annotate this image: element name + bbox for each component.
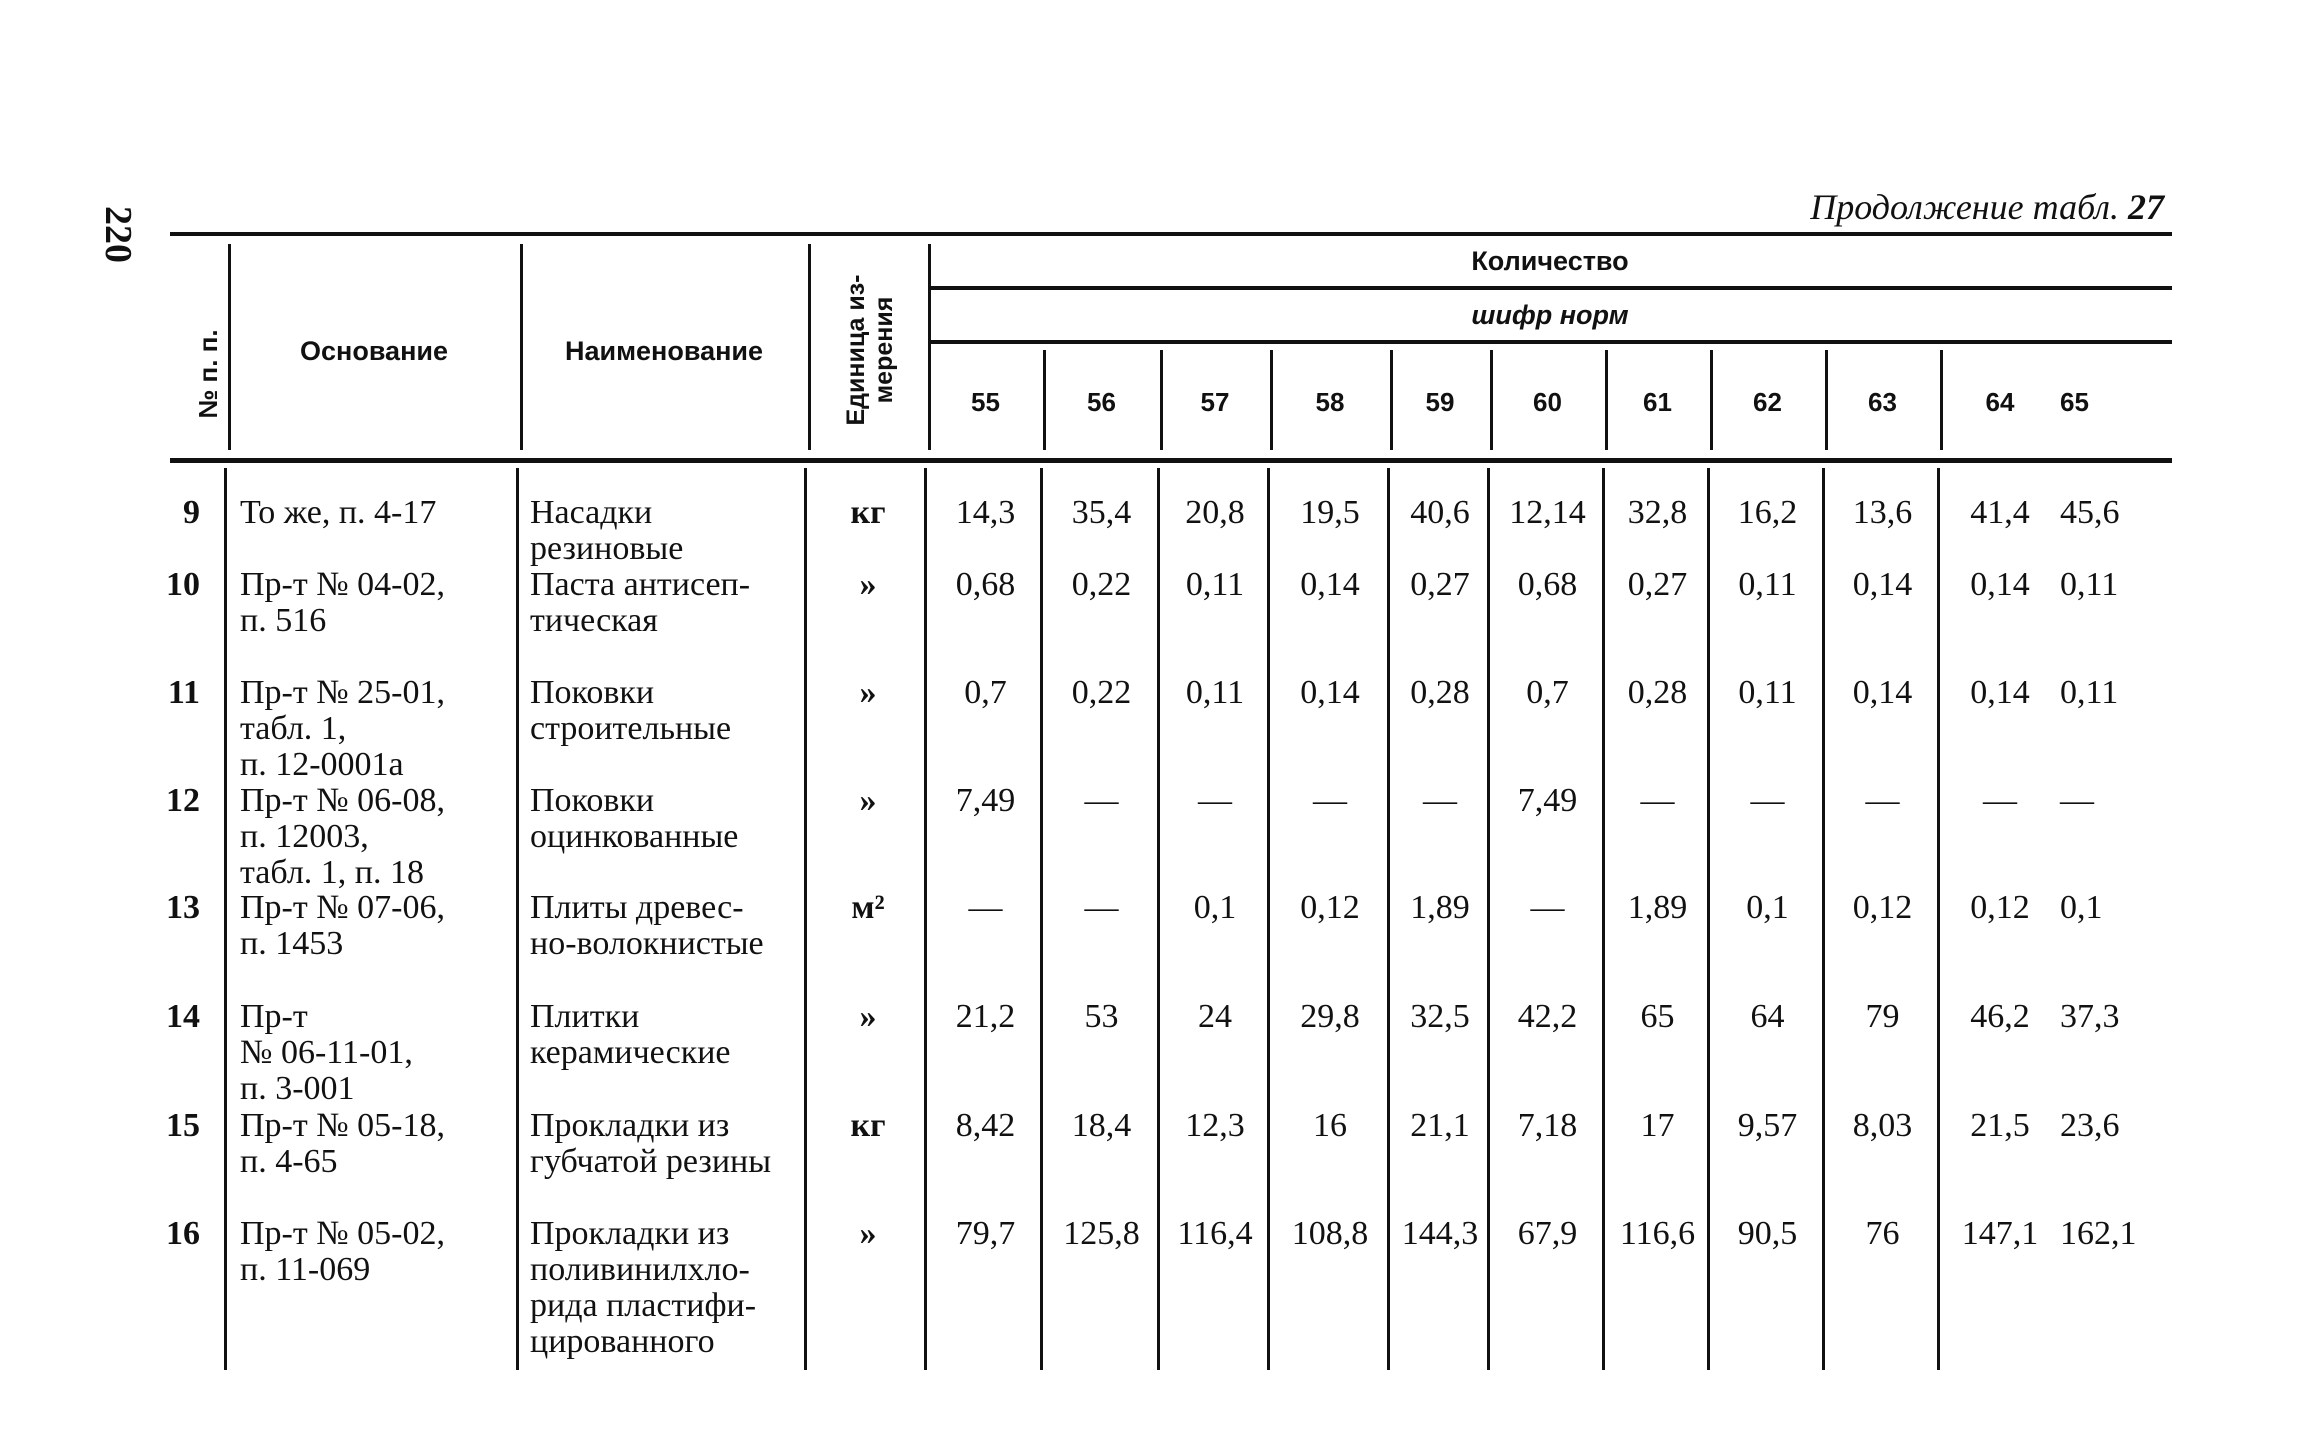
row-value: 144,3 (1401, 1215, 1479, 1252)
row-value: 0,12 (1970, 889, 2030, 926)
row-name: Прокладки из (530, 1107, 730, 1144)
row-name: цированного (530, 1323, 715, 1360)
row-value: 0,11 (1738, 674, 1797, 711)
page-number: 220 (97, 206, 139, 263)
row-value: 0,1 (1746, 889, 1789, 926)
column-divider (516, 468, 519, 1370)
row-number: 11 (167, 674, 200, 711)
row-value: 18,4 (1071, 1107, 1132, 1144)
header-basis: Основание (300, 336, 448, 366)
row-value: 1,89 (1627, 889, 1688, 926)
row-name: Поковки (530, 674, 655, 711)
row-value: 0,12 (1852, 889, 1913, 926)
row-value: 37,3 (2060, 998, 2120, 1035)
row-value: 7,49 (955, 782, 1016, 819)
row-name: Плитки (530, 998, 640, 1035)
row-value: 0,14 (1300, 566, 1360, 603)
header-norm-column: 60 (1533, 387, 1562, 417)
row-value: 8,03 (1852, 1107, 1913, 1144)
row-value: 0,7 (964, 674, 1007, 711)
row-value: 0,14 (1300, 674, 1360, 711)
row-value: 41,4 (1970, 494, 2030, 531)
row-value: 53 (1084, 998, 1119, 1035)
row-value: 7,18 (1517, 1107, 1578, 1144)
row-value: — (1084, 889, 1119, 926)
row-value: 0,68 (955, 566, 1016, 603)
row-value: 13,6 (1852, 494, 1913, 531)
row-value: 46,2 (1970, 998, 2030, 1035)
row-value: 90,5 (1737, 1215, 1798, 1252)
row-basis: п. 1453 (240, 925, 344, 962)
row-name: Поковки (530, 782, 655, 819)
row-value: 0,22 (1071, 674, 1132, 711)
row-value: — (1640, 782, 1675, 819)
row-value: — (1983, 782, 2017, 819)
row-name: Плиты древес- (530, 889, 744, 926)
row-name: Насадки (530, 494, 653, 531)
column-divider (808, 244, 811, 450)
header-unit: Единица из- мерения (842, 274, 898, 426)
header-norm-column: 56 (1087, 387, 1116, 417)
row-value: 7,49 (1517, 782, 1578, 819)
row-value: 0,7 (1526, 674, 1569, 711)
row-value: 0,11 (1185, 566, 1245, 603)
row-number: 12 (166, 782, 200, 819)
header-norm-column: 61 (1643, 387, 1672, 417)
row-basis: п. 12003, (240, 818, 369, 855)
column-divider (224, 468, 227, 1370)
row-value: — (968, 889, 1003, 926)
row-unit: кг (850, 1107, 886, 1144)
row-value: 20,8 (1185, 494, 1245, 531)
row-basis: Пр-т (240, 998, 308, 1035)
row-basis: Пр-т № 06-08, (240, 782, 445, 819)
continuation-text: Продолжение табл. (1810, 187, 2119, 227)
row-basis: Пр-т № 07-06, (240, 889, 445, 926)
row-value: 0,1 (2060, 889, 2103, 926)
row-basis: Пр-т № 25-01, (240, 674, 445, 711)
row-value: — (1423, 782, 1457, 819)
row-value: 0,11 (2060, 566, 2119, 603)
row-value: — (1198, 782, 1232, 819)
row-value: — (2060, 782, 2094, 819)
header-name: Наименование (564, 336, 764, 366)
row-value: 40,6 (1410, 494, 1470, 531)
row-number: 16 (166, 1215, 200, 1252)
row-value: 0,11 (2060, 674, 2119, 711)
column-divider (804, 468, 807, 1370)
row-value: 21,5 (1970, 1107, 2030, 1144)
row-value: 29,8 (1300, 998, 1360, 1035)
header-norm-column: 59 (1425, 387, 1455, 417)
row-name: строительные (530, 710, 732, 747)
row-name: поливинилхло- (530, 1251, 750, 1288)
row-name: тическая (530, 602, 658, 639)
table-top-rule (170, 232, 2172, 236)
row-value: 0,14 (1852, 566, 1913, 603)
row-value: 19,5 (1300, 494, 1360, 531)
row-basis: Пр-т № 04-02, (240, 566, 445, 603)
row-value: 9,57 (1737, 1107, 1798, 1144)
row-basis: п. 3-001 (240, 1070, 355, 1107)
row-unit: » (859, 674, 877, 711)
row-name: оцинкованные (530, 818, 739, 855)
row-value: 0,27 (1627, 566, 1688, 603)
row-value: 1,89 (1410, 889, 1470, 926)
row-basis: Пр-т № 05-18, (240, 1107, 445, 1144)
row-value: 16,2 (1737, 494, 1798, 531)
norm-rule (928, 340, 2172, 344)
header-norm-column: 63 (1868, 387, 1897, 417)
row-value: 0,14 (1970, 674, 2030, 711)
header-bottom-rule (170, 458, 2172, 463)
row-basis: Пр-т № 05-02, (240, 1215, 445, 1252)
row-value: 76 (1865, 1215, 1900, 1252)
header-row-number: № п. п. (193, 329, 223, 419)
row-unit: » (859, 782, 877, 819)
row-unit: » (859, 1215, 877, 1252)
row-value: — (1750, 782, 1785, 819)
row-basis: п. 4-65 (240, 1143, 338, 1180)
header-norm-code: шифр норм (1471, 300, 1629, 330)
row-value: 14,3 (955, 494, 1016, 531)
row-value: — (1865, 782, 1900, 819)
row-value: 162,1 (2060, 1215, 2137, 1252)
row-name: но-волокнистые (530, 925, 764, 962)
header-norm-column: 58 (1315, 387, 1345, 417)
row-value: 116,4 (1177, 1215, 1253, 1252)
row-name: Прокладки из (530, 1215, 730, 1252)
row-value: 32,5 (1410, 998, 1470, 1035)
row-value: — (1313, 782, 1347, 819)
table-continuation-caption (1810, 186, 2164, 228)
header-norm-column: 65 (2060, 387, 2089, 417)
row-basis: То же, п. 4-17 (240, 494, 437, 531)
row-basis: п. 11-069 (240, 1251, 371, 1288)
row-name: резиновые (530, 530, 684, 567)
row-value: 32,8 (1627, 494, 1688, 531)
row-name: Паста антисеп- (530, 566, 751, 603)
row-basis: п. 12-0001а (240, 746, 404, 783)
row-unit: » (859, 998, 877, 1035)
row-value: 8,42 (955, 1107, 1016, 1144)
row-value: 116,6 (1619, 1215, 1696, 1252)
row-value: 108,8 (1291, 1215, 1369, 1252)
row-value: 23,6 (2060, 1107, 2120, 1144)
row-number: 15 (166, 1107, 200, 1144)
row-number: 10 (166, 566, 200, 603)
row-value: 125,8 (1063, 1215, 1140, 1252)
row-name: рида пластифи- (530, 1287, 757, 1324)
row-value: — (1530, 889, 1565, 926)
header-quantity: Количество (1471, 246, 1629, 276)
row-number: 14 (166, 998, 200, 1035)
row-value: 0,12 (1300, 889, 1360, 926)
table-number: 27 (2128, 187, 2164, 227)
row-value: 12,14 (1509, 494, 1586, 531)
row-value: 79,7 (955, 1215, 1016, 1252)
row-value: 0,28 (1627, 674, 1688, 711)
header-norm-column: 64 (1985, 387, 2015, 417)
row-value: 79 (1865, 998, 1900, 1035)
row-basis: № 06-11-01, (240, 1034, 413, 1071)
row-value: 0,14 (1852, 674, 1913, 711)
row-value: 16 (1313, 1107, 1347, 1144)
row-value: 67,9 (1517, 1215, 1578, 1252)
row-number: 9 (183, 494, 200, 531)
row-value: 24 (1198, 998, 1232, 1035)
row-value: 0,1 (1193, 889, 1237, 926)
row-value: 0,27 (1410, 566, 1470, 603)
row-value: 12,3 (1185, 1107, 1245, 1144)
row-unit: м² (851, 889, 885, 926)
row-value: 17 (1640, 1107, 1675, 1144)
row-value: 64 (1750, 998, 1785, 1035)
row-value: 35,4 (1071, 494, 1132, 531)
row-value: 0,11 (1185, 674, 1245, 711)
row-basis: п. 516 (240, 602, 327, 639)
row-value: 42,2 (1517, 998, 1578, 1035)
row-name: губчатой резины (530, 1143, 772, 1180)
row-basis: табл. 1, п. 18 (240, 854, 424, 891)
header-norm-column: 55 (971, 387, 1000, 417)
row-number: 13 (166, 889, 200, 926)
row-value: 147,1 (1961, 1215, 2039, 1252)
row-value: 21,2 (955, 998, 1016, 1035)
header-norm-column: 62 (1753, 387, 1782, 417)
row-value: 45,6 (2060, 494, 2120, 531)
row-value: 0,14 (1970, 566, 2030, 603)
row-value: 21,1 (1410, 1107, 1470, 1144)
row-unit: » (859, 566, 877, 603)
header-norm-column: 57 (1200, 387, 1230, 417)
row-value: — (1084, 782, 1119, 819)
row-value: 0,22 (1071, 566, 1132, 603)
row-value: 65 (1640, 998, 1675, 1035)
row-value: 0,68 (1517, 566, 1578, 603)
row-basis: табл. 1, (240, 710, 347, 747)
row-name: керамические (530, 1034, 731, 1071)
row-value: 0,11 (1738, 566, 1797, 603)
row-unit: кг (850, 494, 886, 531)
row-value: 0,28 (1410, 674, 1470, 711)
quantity-rule (928, 286, 2172, 290)
